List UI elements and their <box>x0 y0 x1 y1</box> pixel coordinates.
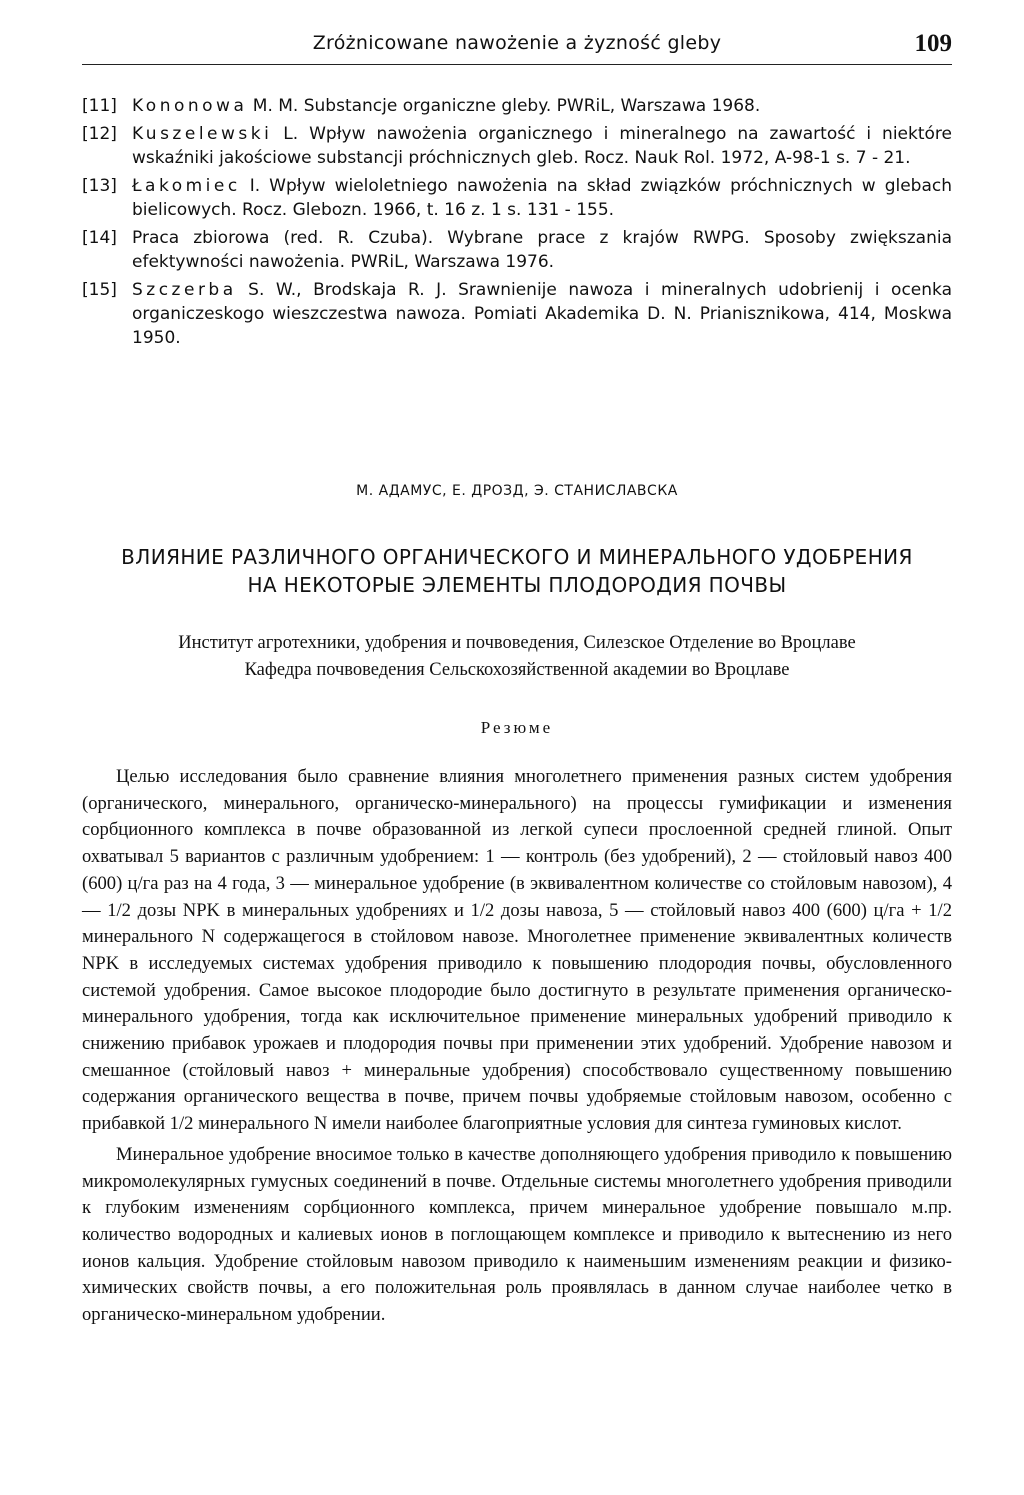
header-rule <box>82 64 952 65</box>
reference-author: Łakomiec <box>132 176 241 196</box>
summary-body <box>82 764 952 1333</box>
reference-text: M. M. Substancje organiczne gleby. PWRiL, Warszawa 1968. <box>247 96 761 116</box>
article-title-line: НА НЕКОТОРЫЕ ЭЛЕМЕНТЫ ПЛОДОРОДИЯ ПОЧВЫ <box>247 573 787 597</box>
reference-text: L. Wpływ nawożenia organicznego i mineralnego na zawartość i niektóre wskaźniki jakościowe substancji próchnicznych gleb. Rocz. Nauk Rol. 1972, A-98-1 s. 7 - 21. <box>132 124 952 168</box>
reference-list <box>82 94 952 354</box>
reference-number: [14] <box>82 228 117 248</box>
running-header <box>82 30 952 64</box>
reference-number: [11] <box>82 96 117 116</box>
article-title <box>82 543 952 599</box>
reference-text: S. W., Brodskaja R. J. Srawnienije nawoza i mineralnych udobrienij i ocenka organiczeskogo wieszczestwa nawoza. Pomiati Akademika D. N. Prianisznikowa, 414, Moskwa 1950. <box>132 280 952 348</box>
reference-text: I. Wpływ wieloletniego nawożenia na skład związków próchnicznych w glebach bielicowych. Rocz. Glebozn. 1966, t. 16 z. 1 s. 131 - 155. <box>132 176 952 220</box>
reference-text: Praca zbiorowa (red. R. Czuba). Wybrane prace z krajów RWPG. Sposoby zwiększania efektywności nawożenia. PWRiL, Warszawa 1976. <box>132 228 952 272</box>
reference-item <box>82 122 952 170</box>
affiliations <box>82 630 952 684</box>
reference-author: Szczerba <box>132 280 237 300</box>
summary-heading: Резюме <box>480 718 554 737</box>
reference-number: [13] <box>82 176 117 196</box>
reference-author: Kuszelewski <box>132 124 273 144</box>
article-authors: М. АДАМУС, Е. ДРОЗД, Э. СТАНИСЛАВСКА <box>356 483 678 499</box>
reference-author: Kononowa <box>132 96 248 116</box>
running-title: Zróżnicowane nawożenie a żyzność gleby <box>312 32 722 54</box>
reference-item <box>82 174 952 222</box>
summary-paragraph: Целью исследования было сравнение влияния многолетнего применения разных систем удобрения (органического, минерального, органическо-минерального) на процессы гумификации и изменения сорбционного комплекса в почве образованной из легкой супеси прослоенной средней глиной. Опыт охватывал 5 вариантов с различным удобрением: 1 — контроль (без удобрений), 2 — стойловый навоз 400 (600) ц/га раз на 4 года, 3 — минеральное удобрение (в эквивалентном количестве со стойловым навозом), 4 — 1/2 дозы NPK в минеральных удобрениях и 1/2 дозы навоза, 5 — стойловый навоз 400 (600) ц/га + 1/2 минерального N содержащегося в стойловом навозе. Многолетнее применение эквивалентных количеств NPK в исследуемых системах удобрения приводило к повышению плодородия почвы, обусловленного системой удобрения. Самое высокое плодородие было достигнуто в результате применения органическо-минерального удобрения, тогда как исключительное применение минеральных удобрений приводило к снижению прибавок урожаев и плодородия почвы при применении этих удобрений. Удобрение навозом и смешанное (стойловый навоз + минеральные удобрения) способствовало существенному повышению содержания органического вещества в почве, причем почвы удобряемые стойловым навозом, особенно с прибавкой 1/2 минерального N имели наиболее благоприятные условия для синтеза гуминовых кислот. <box>82 766 952 1135</box>
reference-number: [15] <box>82 280 117 300</box>
affiliation-line: Институт агротехники, удобрения и почвоведения, Силезское Отделение во Вроцлаве <box>178 633 856 653</box>
document-page <box>82 0 952 1495</box>
reference-item <box>82 226 952 274</box>
reference-item <box>82 278 952 350</box>
reference-number: [12] <box>82 124 117 144</box>
summary-paragraph: Минеральное удобрение вносимое только в качестве дополняющего удобрения приводило к повышению микромолекулярных гумусных соединений в почве. Отдельные системы многолетнего удобрения приводили к глубоким изменениям сорбционного комплекса, причем минеральное удобрение повышало м.пр. количество водородных и калиевых ионов в поглощающем комплексе и приводило к вытеснению из него ионов кальция. Удобрение стойловым навозом приводило к наименьшим изменениям реакции и физико-химических свойств почвы, а его положительная роль проявлялась в данном случае наиболее четко в органическо-минеральном удобрении. <box>82 1143 952 1326</box>
affiliation-line: Кафедра почвоведения Сельскохозяйственной академии во Вроцлаве <box>244 660 790 680</box>
page-number: 109 <box>914 30 952 57</box>
reference-item <box>82 94 952 118</box>
article-title-line: ВЛИЯНИЕ РАЗЛИЧНОГО ОРГАНИЧЕСКОГО И МИНЕРАЛЬНОГО УДОБРЕНИЯ <box>121 545 913 569</box>
